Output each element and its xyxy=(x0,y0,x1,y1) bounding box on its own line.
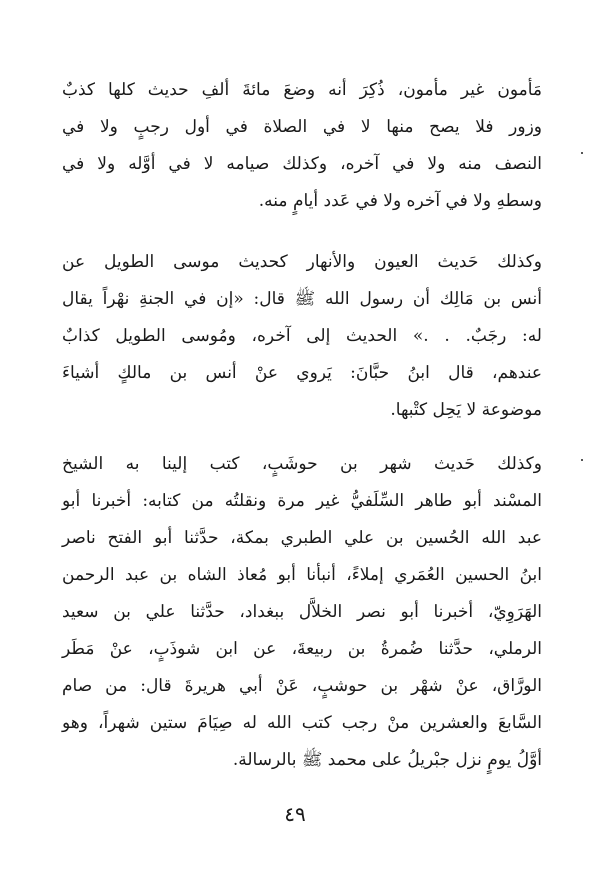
paragraph-line: موضوعة لا يَحِل كتْبها. xyxy=(390,400,542,420)
paragraph-line: النصف منه ولا في آخره، وكذلك صيامه لا في أوَّله ولا في xyxy=(62,154,542,174)
paragraph-line: له: رجَبٌ. . .» الحديث إلى آخره، ومُوسى الطويل كذابٌ xyxy=(62,326,542,346)
paragraph-line: وسطهِ ولا في آخره ولا في عَدد أيامٍ منه. xyxy=(258,191,542,211)
paragraph-line: عندهم، قال ابنُ حبَّانَ: يَروي عنْ أنس بن مالكٍ أشياءَ xyxy=(62,363,542,383)
paragraph-line: ابنُ الحسين العُمَري إملاءً، أنبأنا أبو مُعاذ الشاه بن عبد الرحمن xyxy=(62,565,542,585)
paragraph-line: السَّابعَ والعشرين منْ رجب كتب الله له صِيَامَ ستين شهراً، وهو xyxy=(62,713,542,733)
paragraph-line: المسْند أبو طاهر السِّلَفيُّ غير مرة ونقلتُه من كتابه: أخبرنا أبو xyxy=(62,491,542,511)
paragraph-line: الهَرَوِيّ، أخبرنا أبو نصر الخلاَّل ببغداد، حدَّثنا علي بن سعيد xyxy=(62,602,542,622)
page-number: ٤٩ xyxy=(284,802,306,826)
paragraph-line: وزور فلا يصح منها لا في الصلاة في أول رجبٍ ولا في xyxy=(62,117,542,137)
paragraph-line: الورَّاق، عنْ شهْر بن حوشبٍ، عَنْ أبي هريرةَ قال: من صام xyxy=(62,676,542,696)
paragraph-line: وكذلك حَديث شهر بن حوشَبٍ، كتب إلينا به الشيخ xyxy=(62,454,542,474)
margin-mark xyxy=(581,459,583,461)
paragraph-line: أنس بن مَالِك أن رسول الله ﷺ قال: «إن في الجنةِ نهْراً يقال xyxy=(62,289,542,309)
paragraph-2 xyxy=(62,244,542,429)
paragraph-1 xyxy=(62,72,542,220)
paragraph-line: مَأمون غير مأمون، ذُكِرَ أنه وضعَ مائةَ ألفِ حديث كلها كذبٌ xyxy=(62,80,542,100)
paragraph-3 xyxy=(62,446,542,779)
margin-mark xyxy=(581,152,583,154)
paragraph-line: الرملي، حدَّثنا ضُمرةُ بن ربيعةَ، عن ابن شوذَبٍ، عنْ مَطَر xyxy=(62,639,542,659)
paragraph-line: عبد الله الحُسين بن علي الطبري بمكة، حدَّثنا أبو الفتح ناصر xyxy=(62,528,542,548)
paragraph-line: أوَّلُ يومٍ نزل جبْريلُ على محمد ﷺ بالرسالة. xyxy=(232,750,542,770)
paragraph-line: وكذلك حَديث العيون والأنهار كحديث موسى الطويل عن xyxy=(62,252,542,272)
